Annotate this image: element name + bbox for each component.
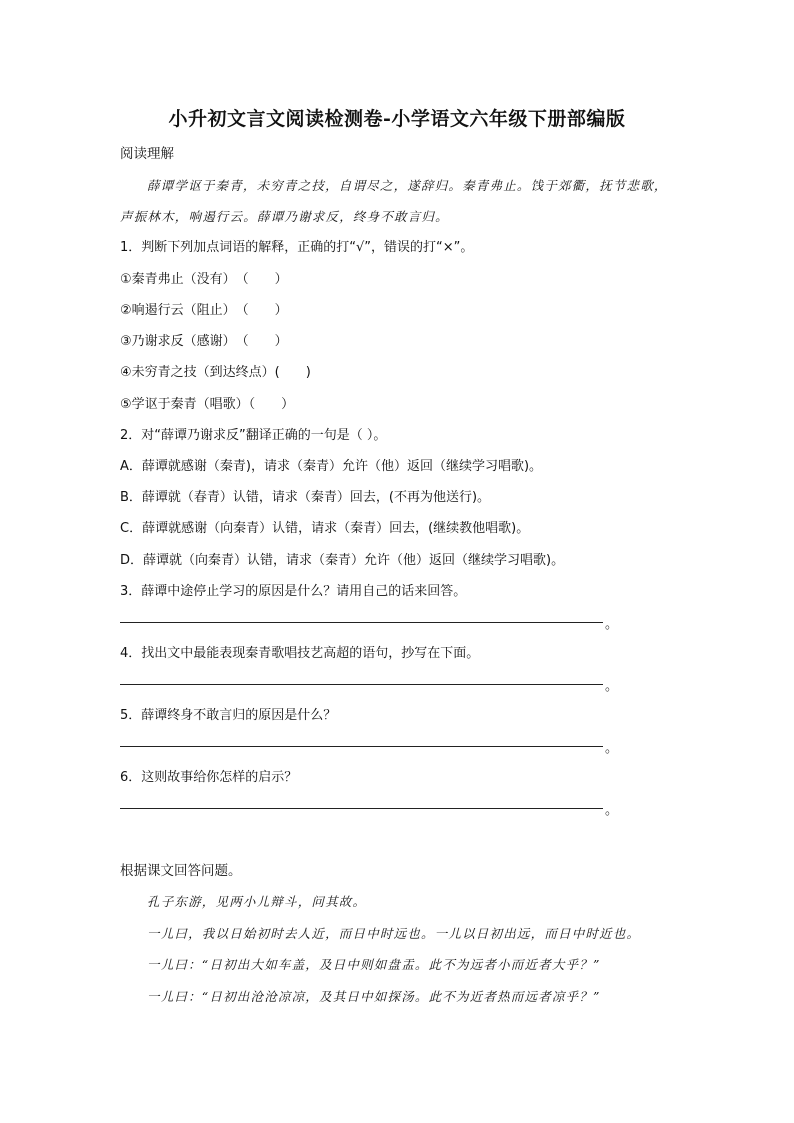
question-1-item: ②响遏行云（阻止） （ ） bbox=[120, 303, 288, 318]
passage-line: 一儿曰：“日初出大如车盖，及日中则如盘盂。此不为远者小而近者大乎？” bbox=[147, 957, 601, 972]
answer-blank[interactable] bbox=[120, 799, 620, 819]
question-2-option: C．薛谭就感谢（向秦青）认错，请求（秦青）回去，(继续教他唱歌)。 bbox=[120, 521, 530, 536]
section-heading-text-questions: 根据课文回答问题。 bbox=[120, 863, 242, 879]
passage-line: 孔子东游，见两小儿辩斗，问其故。 bbox=[147, 894, 367, 909]
question-5-stem: 5．薛谭终身不敢言归的原因是什么？ bbox=[120, 708, 337, 723]
question-2-option: D．薛谭就（向秦青）认错，请求（秦青）允许（他）返回（继续学习唱歌)。 bbox=[120, 553, 565, 568]
answer-period: 。 bbox=[605, 803, 619, 818]
question-3-stem: 3．薛谭中途停止学习的原因是什么？请用自己的话来回答。 bbox=[120, 584, 467, 599]
section-heading-reading: 阅读理解 bbox=[120, 146, 174, 162]
question-2-option: A．薛谭就感谢（秦青)，请求（秦青）允许（他）返回（继续学习唱歌)。 bbox=[120, 459, 543, 474]
question-4-stem: 4．找出文中最能表现秦青歌唱技艺高超的语句，抄写在下面。 bbox=[120, 646, 480, 661]
question-1-item: ④未穷青之技（到达终点）( ) bbox=[120, 365, 311, 380]
answer-blank[interactable] bbox=[120, 675, 620, 695]
passage-line: 薛谭学讴于秦青，未穷青之技，自谓尽之，遂辞归。秦青弗止。饯于郊衢，抚节悲歌， bbox=[147, 178, 668, 193]
question-2-option: B．薛谭就（春青）认错，请求（秦青）回去，(不再为他送行)。 bbox=[120, 490, 491, 505]
page-title: 小升初文言文阅读检测卷-小学语文六年级下册部编版 bbox=[168, 108, 626, 130]
question-2-stem: 2．对“薛谭乃谢求反”翻译正确的一句是（ ）。 bbox=[120, 428, 387, 443]
question-1-item: ①秦青弗止（没有） （ ） bbox=[120, 272, 288, 287]
answer-blank[interactable] bbox=[120, 613, 620, 633]
question-6-stem: 6．这则故事给你怎样的启示？ bbox=[120, 770, 298, 785]
answer-blank[interactable] bbox=[120, 737, 620, 757]
answer-period: 。 bbox=[605, 741, 619, 756]
answer-period: 。 bbox=[605, 617, 619, 632]
passage-line: 一儿曰，我以日始初时去人近，而日中时远也。一儿以日初出远，而日中时近也。 bbox=[147, 926, 641, 941]
answer-underline bbox=[120, 622, 603, 623]
question-1-item: ⑤学讴于秦青（唱歌）（ ） bbox=[120, 397, 295, 412]
question-1-stem: 1．判断下列加点词语的解释，正确的打“√”，错误的打“×”。 bbox=[120, 240, 474, 255]
answer-period: 。 bbox=[605, 679, 619, 694]
answer-underline bbox=[120, 684, 603, 685]
passage-line: 一儿曰：“日初出沧沧凉凉，及其日中如探汤。此不为近者热而远者凉乎？” bbox=[147, 989, 601, 1004]
question-1-item: ③乃谢求反（感谢） （ ） bbox=[120, 334, 288, 349]
answer-underline bbox=[120, 746, 603, 747]
answer-underline bbox=[120, 808, 603, 809]
passage-line: 声振林木，响遏行云。薛谭乃谢求反，终身不敢言归。 bbox=[120, 209, 449, 224]
